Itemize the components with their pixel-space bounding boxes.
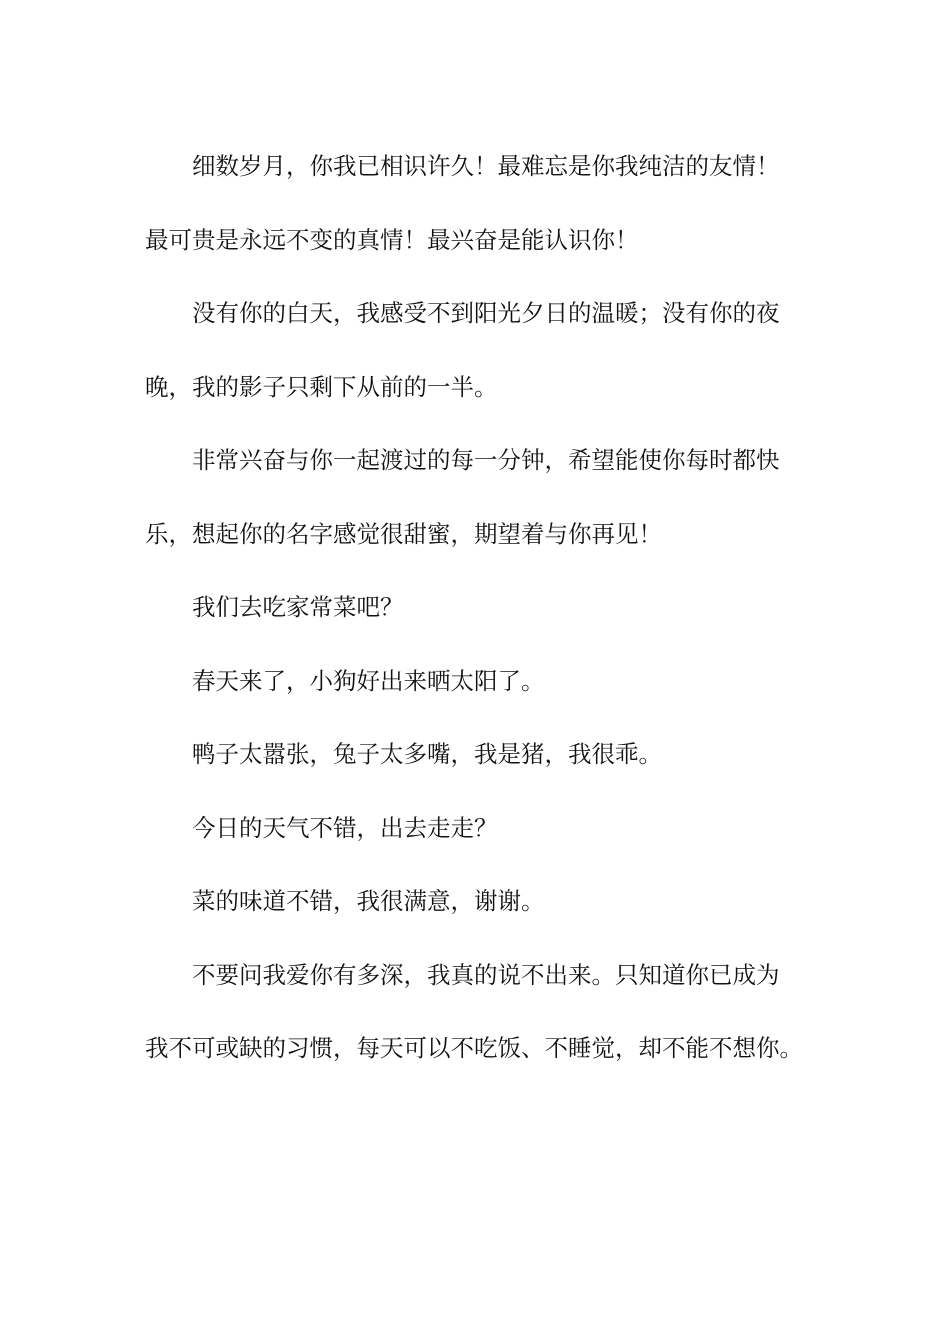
paragraph-1 (145, 130, 817, 277)
paragraph-1-line-1: 细数岁月，你我已相识许久！最难忘是你我纯洁的友情！ (192, 152, 780, 180)
paragraph-3-line-2: 乐，想起你的名字感觉很甜蜜，期望着与你再见！ (145, 519, 662, 548)
paragraph-4-line-1: 我们去吃家常菜吧？ (192, 593, 404, 621)
paragraph-5-line-1: 春天来了，小狗好出来晒太阳了。 (192, 666, 545, 695)
paragraph-7-line-1: 今日的天气不错，出去走走？ (192, 813, 498, 842)
paragraph-5 (145, 645, 817, 719)
paragraph-3-line-1: 非常兴奋与你一起渡过的每一分钟，希望能使你每时都快 (192, 446, 780, 474)
paragraph-3 (145, 424, 817, 571)
paragraph-2 (145, 277, 817, 424)
paragraph-7 (145, 792, 817, 866)
paragraph-4 (145, 571, 817, 645)
paragraph-1-line-2: 最可贵是永远不变的真情！最兴奋是能认识你！ (145, 225, 639, 254)
paragraph-6 (145, 718, 817, 792)
paragraph-9 (145, 939, 817, 1086)
paragraph-8 (145, 865, 817, 939)
paragraph-6-line-1: 鸭子太嚣张，兔子太多嘴，我是猪，我很乖。 (192, 740, 662, 768)
paragraph-2-line-2: 晚，我的影子只剩下从前的一半。 (145, 372, 498, 401)
paragraph-9-line-1: 不要问我爱你有多深，我真的说不出来。只知道你已成为 (192, 960, 780, 989)
paragraph-9-line-2: 我不可或缺的习惯，每天可以不吃饭、不睡觉，却不能不想你。 (145, 1034, 803, 1062)
paragraph-2-line-1: 没有你的白天，我感受不到阳光夕日的温暖；没有你的夜 (192, 299, 780, 327)
paragraph-8-line-1: 菜的味道不错，我很满意，谢谢。 (192, 887, 545, 915)
document-body (145, 130, 817, 1086)
